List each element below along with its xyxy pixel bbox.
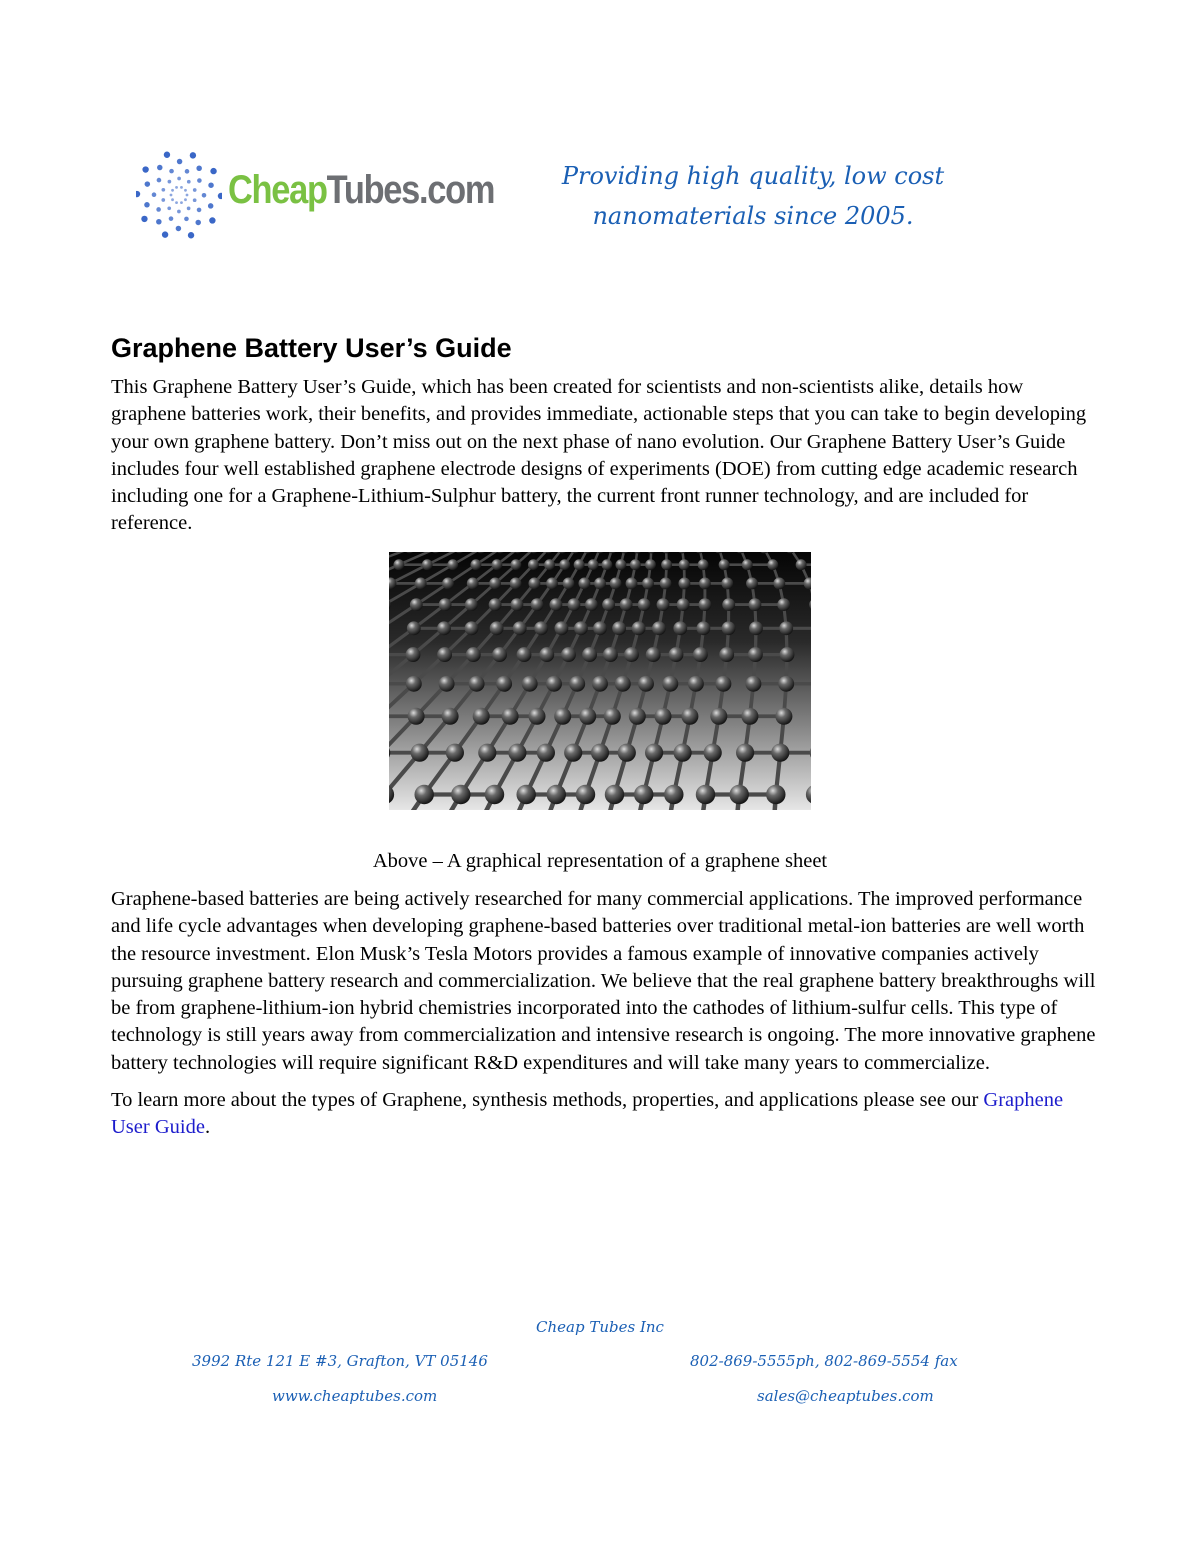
document-body-section: [111, 886, 1096, 1142]
document-intro-section: [111, 330, 1096, 538]
footer-phone-fax: 802-869-5555ph, 802-869-5554 fax: [690, 1352, 958, 1370]
intro-paragraph: This Graphene Battery User’s Guide, which has been created for scientists and non-scientists alike, details how graphene batteries work, their benefits, and provides immediate, actionable steps that you can take to begin developing your own graphene battery. Don’t miss out on the next phase of nano evolution. Our Graphene Battery User’s Guide includes four well established graphene electrode designs of experiments (DOE) from cutting edge academic research including one for a Graphene-Lithium-Sulphur battery, the current front runner technology, and are included for reference.: [111, 376, 1087, 535]
footer-email-link[interactable]: sales@cheaptubes.com: [757, 1387, 934, 1405]
graphene-sheet-image: [389, 552, 811, 810]
page-header: [136, 150, 1036, 250]
tagline-line-1: Providing high quality, low cost: [561, 162, 945, 190]
logo-text-cheap: Cheap: [228, 168, 327, 212]
starburst-dots-icon: [136, 150, 222, 240]
learn-more-text: To learn more about the types of Graphene, synthesis methods, properties, and applications please see our: [111, 1089, 984, 1112]
footer-address: 3992 Rte 121 E #3, Grafton, VT 05146: [192, 1352, 488, 1370]
figure-caption: Above – A graphical representation of a graphene sheet: [372, 850, 828, 872]
graphene-user-guide-link[interactable]: Graphene User Guide: [111, 1089, 1064, 1139]
cheaptubes-logo[interactable]: [136, 150, 526, 240]
footer-company-name: Cheap Tubes Inc: [536, 1318, 664, 1336]
learn-more-paragraph: [111, 1087, 1096, 1142]
learn-more-suffix: .: [204, 1116, 211, 1139]
footer-website-link[interactable]: www.cheaptubes.com: [272, 1387, 438, 1405]
tagline-line-2: nanomaterials since 2005.: [592, 202, 914, 230]
logo-wordmark: [228, 168, 494, 213]
logo-text-tubes: Tubes.com: [326, 168, 495, 212]
tagline: [528, 156, 978, 236]
document-title: Graphene Battery User’s Guide: [111, 333, 512, 363]
body-paragraph: Graphene-based batteries are being actively researched for many commercial applications. The improved performance and life cycle advantages when developing graphene-based batteries over traditional metal-ion batteries are well worth the resource investment. Elon Musk’s Tesla Motors provides a famous example of innovative companies actively pursuing graphene battery research and commercialization. We believe that the real graphene battery breakthroughs will be from graphene-lithium-ion hybrid chemistries incorporated into the cathodes of lithium-sulfur cells. This type of technology is still years away from commercialization and intensive research is ongoing. The more innovative graphene battery technologies will require significant R&D expenditures and will take many years to commercialize.: [111, 888, 1096, 1074]
